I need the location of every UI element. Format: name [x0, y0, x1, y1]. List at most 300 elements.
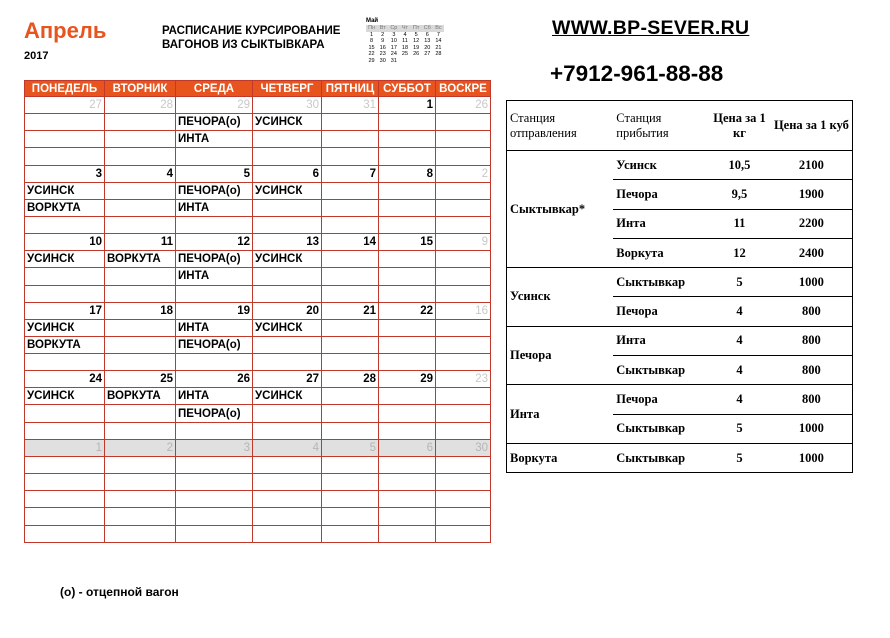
calendar-entry: ВОРКУТА: [105, 388, 176, 405]
calendar-entry: [176, 148, 253, 165]
calendar-entry: [105, 216, 176, 233]
calendar-entry: [25, 268, 105, 285]
mini-calendar-day: 27: [424, 51, 431, 58]
calendar-entry: [379, 268, 436, 285]
price-per-cube: 1000: [771, 268, 853, 297]
calendar-entry-row: [25, 114, 491, 131]
calendar-entry: [105, 268, 176, 285]
calendar-entry: [25, 422, 105, 439]
calendar-entry: [253, 354, 322, 371]
calendar-date: 6: [253, 165, 322, 182]
calendar-date-row: [25, 302, 491, 319]
calendar-entry: [379, 474, 436, 491]
mini-calendar-week: [366, 58, 444, 65]
mini-calendar-week: [366, 51, 444, 58]
mini-calendar-day: 16: [379, 44, 386, 51]
departure-station: Усинск: [507, 268, 614, 327]
calendar-date: 27: [25, 97, 105, 114]
calendar-entry: [322, 216, 379, 233]
calendar-entry: [105, 525, 176, 542]
weekday-header: ВТОРНИК: [105, 81, 176, 97]
mini-calendar-day: 15: [368, 44, 375, 51]
calendar-entry-row: [25, 199, 491, 216]
calendar-date: 15: [379, 234, 436, 251]
price-per-cube: 2200: [771, 209, 853, 238]
calendar-date: 14: [322, 234, 379, 251]
calendar-entry: [322, 251, 379, 268]
arrival-station: Сыктывкар: [613, 414, 708, 443]
mini-calendar-weekday: Пн: [366, 25, 377, 32]
calendar-entry: [105, 148, 176, 165]
mini-calendar-day: 4: [403, 31, 407, 38]
calendar-entry: [436, 114, 491, 131]
mini-calendar-day: 31: [390, 57, 397, 64]
calendar-entry: УСИНСК: [25, 388, 105, 405]
mini-calendar-day: 24: [390, 51, 397, 58]
calendar-date: 19: [176, 302, 253, 319]
calendar-entry: [436, 525, 491, 542]
calendar-entry: [176, 474, 253, 491]
calendar-date: 26: [176, 371, 253, 388]
calendar-entry: ВОРКУТА: [105, 251, 176, 268]
calendar-entry: [25, 285, 105, 302]
calendar-entry-row: [25, 405, 491, 422]
calendar-date: 3: [25, 165, 105, 182]
calendar-entry: [253, 268, 322, 285]
mini-calendar-day: 29: [368, 57, 375, 64]
calendar-entry: [322, 114, 379, 131]
calendar-entry-row: [25, 285, 491, 302]
price-row: [507, 326, 853, 355]
calendar-entry-row: [25, 319, 491, 336]
price-header-row: [507, 101, 853, 151]
calendar-entry: [322, 456, 379, 473]
calendar-entry: [322, 199, 379, 216]
mini-calendar-weekday: Пт: [411, 25, 422, 32]
calendar-entry: [105, 354, 176, 371]
mini-calendar-day: 12: [413, 38, 420, 45]
calendar-entry: [25, 491, 105, 508]
calendar-date: 20: [253, 302, 322, 319]
calendar-entry: [436, 268, 491, 285]
mini-calendar-day: 28: [435, 51, 442, 58]
mini-calendar-weekday: Сб: [422, 25, 433, 32]
calendar-date: 27: [253, 371, 322, 388]
calendar-entry: [322, 388, 379, 405]
weekday-header: ПЯТНИЦ: [322, 81, 379, 97]
calendar-entry: [379, 199, 436, 216]
mini-calendar-day: 10: [390, 38, 397, 45]
calendar-entry: [379, 388, 436, 405]
calendar-entry: [322, 354, 379, 371]
calendar-entry: [436, 474, 491, 491]
calendar-entry: [436, 336, 491, 353]
calendar-entry-row: [25, 354, 491, 371]
mini-calendar-weekday: Вс: [433, 25, 444, 32]
mini-calendar-day: 1: [370, 31, 374, 38]
calendar-entry: [176, 508, 253, 525]
calendar-date: 1: [25, 439, 105, 456]
price-per-cube: 1000: [771, 414, 853, 443]
mini-calendar-title: Май: [366, 18, 379, 24]
calendar-entry: [379, 319, 436, 336]
calendar-entry: [436, 354, 491, 371]
mini-calendar-day: 9: [381, 38, 385, 45]
arrival-station: Инта: [613, 209, 708, 238]
calendar-entry: [253, 131, 322, 148]
schedule-title-line2: ВАГОНОВ ИЗ СЫКТЫВКАРА: [162, 39, 325, 51]
phone-number: +7912-961-88-88: [550, 61, 724, 86]
weekday-header: СРЕДА: [176, 81, 253, 97]
calendar-entry: ИНТА: [176, 199, 253, 216]
calendar-entry: [25, 354, 105, 371]
calendar-entry-row: [25, 216, 491, 233]
mini-calendar-day: 21: [435, 44, 442, 51]
calendar-entry: ПЕЧОРА(о): [176, 251, 253, 268]
price-row: [507, 151, 853, 180]
arrival-station: Воркута: [613, 238, 708, 267]
mini-calendar-day: [433, 58, 444, 65]
calendar-date: 24: [25, 371, 105, 388]
schedule-title: [162, 24, 342, 52]
calendar-date: 18: [105, 302, 176, 319]
calendar-date: 11: [105, 234, 176, 251]
price-per-cube: 2100: [771, 151, 853, 180]
price-row: [507, 385, 853, 414]
price-per-kg: 5: [708, 443, 771, 472]
calendar-entry: [322, 285, 379, 302]
price-header-cell: Цена за 1 куб: [771, 101, 853, 151]
calendar-date: 30: [436, 439, 491, 456]
calendar-entry: [322, 405, 379, 422]
price-per-kg: 9,5: [708, 180, 771, 209]
calendar-entry: [176, 456, 253, 473]
calendar-date: 28: [322, 371, 379, 388]
weekday-header-row: [25, 81, 491, 97]
calendar-entry: УСИНСК: [253, 319, 322, 336]
calendar-entry: [105, 405, 176, 422]
calendar-entry: [379, 131, 436, 148]
calendar-entry: [105, 456, 176, 473]
mini-calendar-day: 30: [379, 57, 386, 64]
mini-calendar-day: 25: [401, 51, 409, 58]
footnote: (о) - отцепной вагон: [60, 585, 179, 599]
month-title: Апрель: [24, 18, 107, 43]
calendar-entry: [436, 456, 491, 473]
calendar-entry: УСИНСК: [253, 251, 322, 268]
calendar-entry: [105, 508, 176, 525]
calendar-entry: [105, 285, 176, 302]
calendar-entry: [105, 422, 176, 439]
calendar-entry: [436, 388, 491, 405]
calendar-entry: [436, 216, 491, 233]
arrival-station: Печора: [613, 180, 708, 209]
mini-calendar-day: [422, 58, 433, 65]
mini-calendar-weekday: Ср: [388, 25, 399, 32]
calendar-entry: [322, 491, 379, 508]
calendar-entry: [379, 456, 436, 473]
calendar-date: 30: [253, 97, 322, 114]
calendar-entry: [25, 525, 105, 542]
calendar-entry-row: [25, 336, 491, 353]
departure-station: Сыктывкар*: [507, 151, 614, 268]
price-per-cube: 1000: [771, 443, 853, 472]
calendar-entry-row: [25, 422, 491, 439]
calendar-date: 4: [253, 439, 322, 456]
calendar-entry: ИНТА: [176, 131, 253, 148]
calendar-date: 5: [176, 165, 253, 182]
calendar-entry: [25, 131, 105, 148]
price-per-cube: 800: [771, 356, 853, 385]
mini-calendar-day: 17: [390, 44, 397, 51]
calendar-entry: [322, 268, 379, 285]
calendar-entry: [379, 405, 436, 422]
weekday-header: ПОНЕДЕЛЬ: [25, 81, 105, 97]
calendar-entry: [253, 148, 322, 165]
calendar-date: 13: [253, 234, 322, 251]
calendar-entry: [379, 336, 436, 353]
calendar-entry: [176, 525, 253, 542]
calendar-date: 7: [322, 165, 379, 182]
mini-calendar-day: 22: [368, 51, 375, 58]
calendar-entry: УСИНСК: [253, 114, 322, 131]
calendar-date-row: [25, 97, 491, 114]
mini-calendar-day: 6: [425, 31, 429, 38]
calendar-entry: [436, 148, 491, 165]
price-header-cell: Цена за 1 кг: [708, 101, 771, 151]
calendar-entry: [105, 319, 176, 336]
calendar-entry: [105, 182, 176, 199]
calendar-date: 1: [379, 97, 436, 114]
calendar-entry-row: [25, 508, 491, 525]
weekday-header: ЧЕТВЕРГ: [253, 81, 322, 97]
calendar-entry: [322, 148, 379, 165]
price-per-cube: 800: [771, 297, 853, 326]
calendar-date-row: [25, 234, 491, 251]
calendar-entry: ИНТА: [176, 388, 253, 405]
arrival-station: Усинск: [613, 151, 708, 180]
mini-calendar-day: 26: [413, 51, 420, 58]
calendar-date: 29: [379, 371, 436, 388]
calendar-entry: [436, 199, 491, 216]
price-per-cube: 2400: [771, 238, 853, 267]
calendar-entry: [105, 336, 176, 353]
website-link[interactable]: WWW.BP-SEVER.RU: [552, 17, 750, 39]
calendar-entry: ИНТА: [176, 319, 253, 336]
calendar-entry: [322, 508, 379, 525]
mini-calendar-day: 8: [370, 38, 374, 45]
price-per-kg: 4: [708, 297, 771, 326]
mini-calendar-day: 7: [436, 31, 440, 38]
calendar-date-row: [25, 165, 491, 182]
calendar-entry: [253, 525, 322, 542]
calendar-entry: [176, 216, 253, 233]
calendar-date: 8: [379, 165, 436, 182]
mini-calendar-day: [399, 58, 410, 65]
calendar-entry-row: [25, 268, 491, 285]
calendar-entry: [379, 508, 436, 525]
calendar-entry: [436, 405, 491, 422]
mini-calendar-week: [366, 32, 444, 39]
calendar-date: 23: [436, 371, 491, 388]
calendar-entry: [253, 216, 322, 233]
mini-calendar-day: 19: [413, 44, 420, 51]
calendar-entry: [253, 474, 322, 491]
calendar-entry-row: [25, 525, 491, 542]
mini-calendar-day: 18: [401, 44, 409, 51]
calendar-entry: [322, 474, 379, 491]
mini-calendar-grid: [366, 25, 444, 65]
weekday-header: ВОСКРЕ: [436, 81, 491, 97]
calendar-entry: [379, 148, 436, 165]
price-per-cube: 800: [771, 326, 853, 355]
arrival-station: Инта: [613, 326, 708, 355]
calendar-entry-row: [25, 388, 491, 405]
calendar-entry: [379, 491, 436, 508]
mini-calendar-header-row: [366, 25, 444, 32]
schedule-calendar: [24, 80, 491, 543]
calendar-date: 4: [105, 165, 176, 182]
price-per-cube: 1900: [771, 180, 853, 209]
calendar-entry: [25, 474, 105, 491]
calendar-date: 21: [322, 302, 379, 319]
calendar-entry: [379, 525, 436, 542]
calendar-entry: [25, 216, 105, 233]
departure-station: Печора: [507, 326, 614, 385]
mini-calendar-day: 23: [379, 51, 386, 58]
mini-calendar-week: [366, 45, 444, 52]
calendar-entry: УСИНСК: [253, 388, 322, 405]
calendar-entry: [105, 474, 176, 491]
calendar-entry: УСИНСК: [25, 251, 105, 268]
price-per-kg: 4: [708, 356, 771, 385]
calendar-entry: [253, 422, 322, 439]
departure-station: Воркута: [507, 443, 614, 472]
mini-calendar-day: [411, 58, 422, 65]
mini-calendar-day: 13: [424, 38, 431, 45]
calendar-date: 12: [176, 234, 253, 251]
price-per-kg: 12: [708, 238, 771, 267]
calendar-entry: [25, 508, 105, 525]
price-table: [506, 100, 853, 473]
calendar-entry: [322, 319, 379, 336]
calendar-entry: [105, 199, 176, 216]
calendar-entry: [379, 354, 436, 371]
calendar-entry: УСИНСК: [253, 182, 322, 199]
price-row: [507, 443, 853, 472]
calendar-entry: [176, 354, 253, 371]
calendar-entry: ПЕЧОРА(о): [176, 114, 253, 131]
calendar-entry-row: [25, 251, 491, 268]
mini-calendar-day: 20: [424, 44, 431, 51]
mini-calendar-day: 5: [414, 31, 418, 38]
calendar-entry: [253, 405, 322, 422]
calendar-date: 2: [105, 439, 176, 456]
calendar-entry: [379, 285, 436, 302]
calendar-date: 29: [176, 97, 253, 114]
calendar-entry: [105, 114, 176, 131]
calendar-entry: [25, 456, 105, 473]
calendar-entry: [436, 285, 491, 302]
calendar-date-row: [25, 371, 491, 388]
calendar-date-row: [25, 439, 491, 456]
price-per-kg: 11: [708, 209, 771, 238]
calendar-entry: [253, 491, 322, 508]
calendar-date: 25: [105, 371, 176, 388]
mini-calendar-day: 3: [392, 31, 396, 38]
calendar-entry: [322, 525, 379, 542]
mini-calendar-day: 14: [435, 38, 442, 45]
calendar-date: 16: [436, 302, 491, 319]
schedule-title-line1: РАСПИСАНИЕ КУРСИРОВАНИЕ: [162, 25, 341, 37]
price-per-kg: 5: [708, 414, 771, 443]
year-label: 2017: [24, 50, 49, 62]
price-per-kg: 4: [708, 385, 771, 414]
calendar-entry-row: [25, 474, 491, 491]
calendar-date: 6: [379, 439, 436, 456]
calendar-entry: [379, 251, 436, 268]
calendar-entry: [253, 285, 322, 302]
departure-station: Инта: [507, 385, 614, 444]
price-header-cell: Станция отправления: [507, 101, 614, 151]
arrival-station: Сыктывкар: [613, 356, 708, 385]
arrival-station: Печора: [613, 385, 708, 414]
calendar-entry: [176, 422, 253, 439]
calendar-entry: [379, 182, 436, 199]
calendar-entry: [253, 508, 322, 525]
calendar-entry: ВОРКУТА: [25, 199, 105, 216]
calendar-entry: [253, 199, 322, 216]
mini-calendar-weekday: Чт: [399, 25, 410, 32]
calendar-date: 5: [322, 439, 379, 456]
calendar-entry: [322, 336, 379, 353]
price-per-kg: 4: [708, 326, 771, 355]
calendar-entry: [379, 216, 436, 233]
calendar-entry: [436, 319, 491, 336]
price-row: [507, 268, 853, 297]
calendar-entry: [436, 182, 491, 199]
calendar-date: 3: [176, 439, 253, 456]
calendar-entry: ИНТА: [176, 268, 253, 285]
arrival-station: Сыктывкар: [613, 268, 708, 297]
calendar-entry: [253, 456, 322, 473]
calendar-entry: УСИНСК: [25, 182, 105, 199]
mini-calendar-day: 11: [402, 38, 408, 45]
calendar-entry: [322, 422, 379, 439]
mini-calendar-weekday: Вт: [377, 25, 388, 32]
calendar-date: 10: [25, 234, 105, 251]
calendar-entry: [253, 336, 322, 353]
calendar-entry: [25, 405, 105, 422]
weekday-header: СУББОТ: [379, 81, 436, 97]
calendar-entry: [176, 491, 253, 508]
calendar-entry: [436, 131, 491, 148]
calendar-entry: ПЕЧОРА(о): [176, 405, 253, 422]
mini-calendar: [366, 18, 444, 65]
mini-calendar-week: [366, 38, 444, 45]
mini-calendar-day: 2: [381, 31, 385, 38]
price-header-cell: Станция прибытия: [613, 101, 708, 151]
calendar-entry: [176, 285, 253, 302]
calendar-entry: [105, 131, 176, 148]
calendar-date: 9: [436, 234, 491, 251]
calendar-entry: [322, 131, 379, 148]
calendar-date: 22: [379, 302, 436, 319]
calendar-entry-row: [25, 456, 491, 473]
calendar-entry: ПЕЧОРА(о): [176, 182, 253, 199]
calendar-entry: [436, 491, 491, 508]
calendar-entry: [25, 114, 105, 131]
